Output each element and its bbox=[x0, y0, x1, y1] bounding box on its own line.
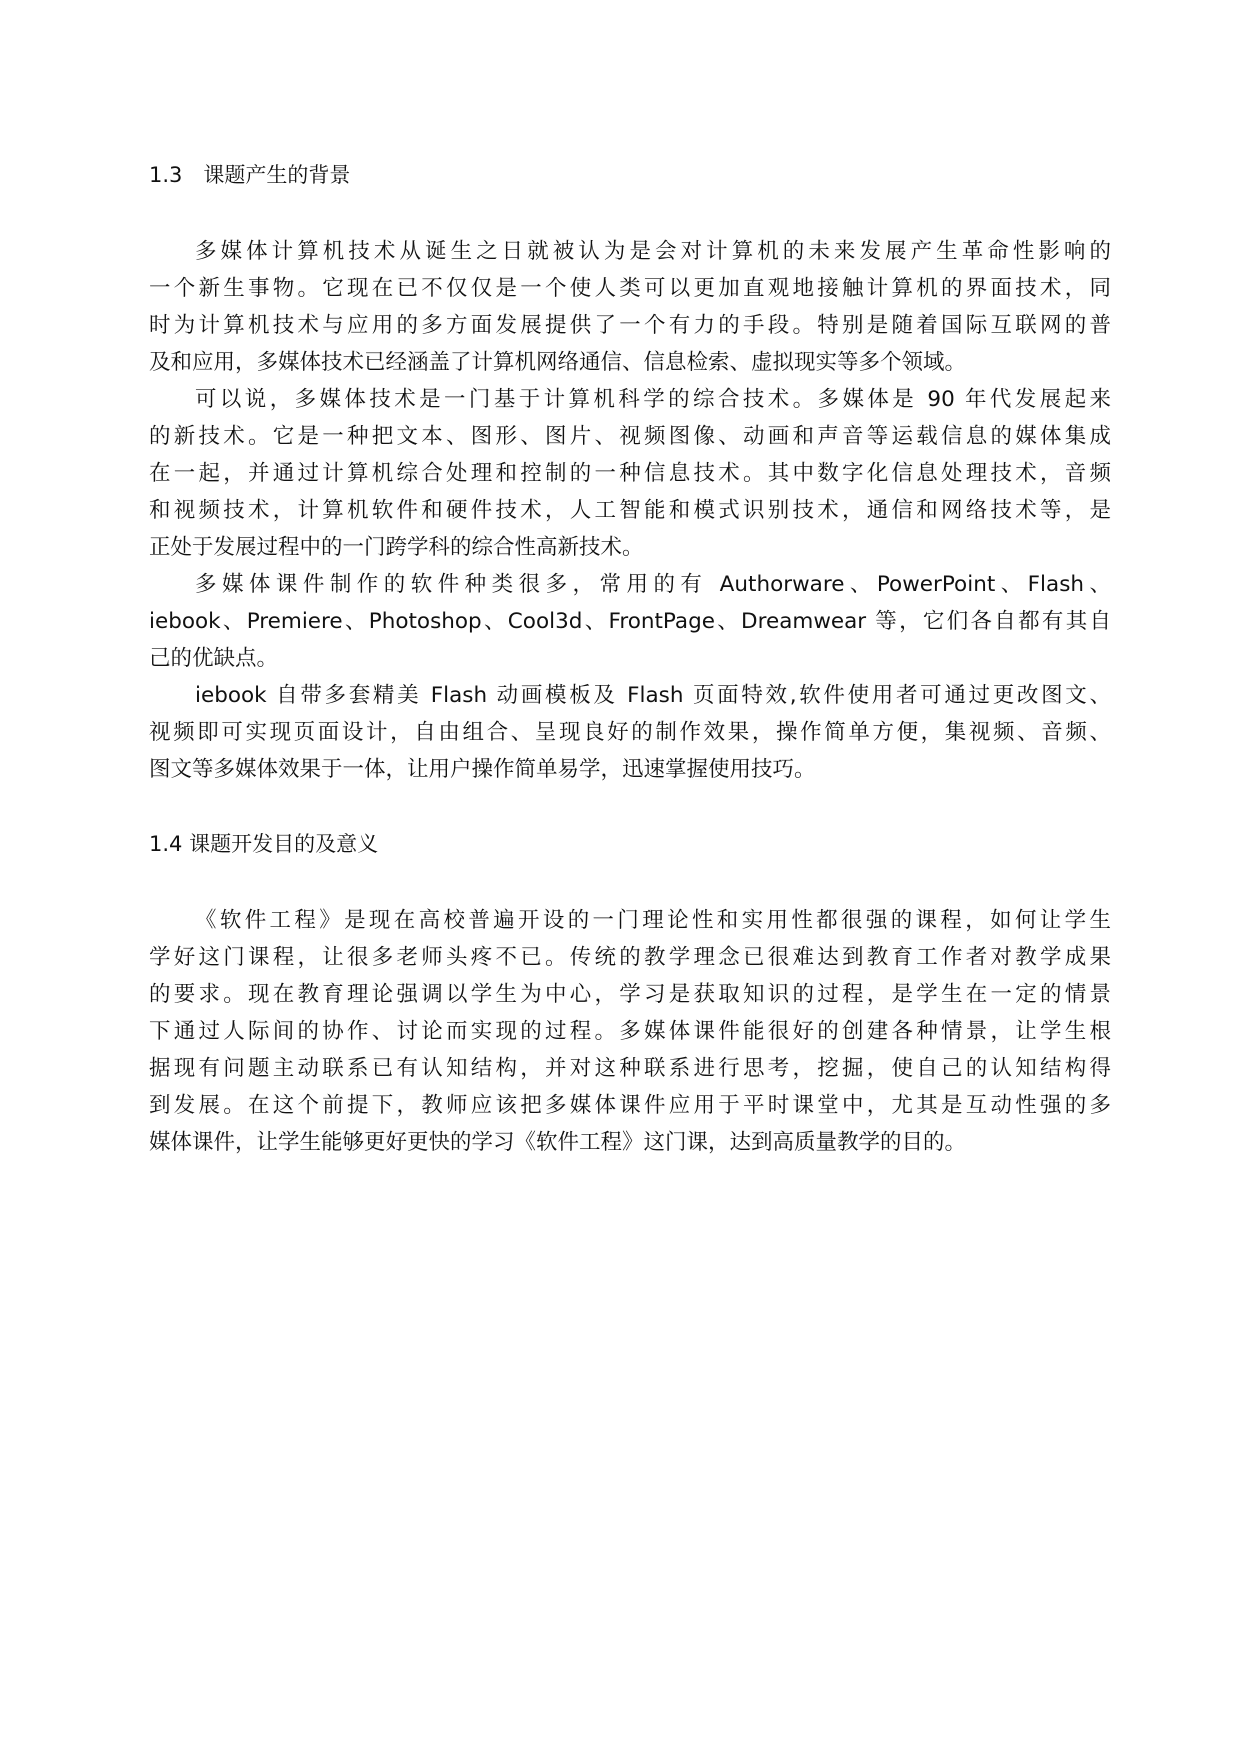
paragraph-line: 和视频技术，计算机软件和硬件技术，人工智能和模式识别技术，通信和网络技术等，是 bbox=[149, 498, 1111, 523]
paragraph-line: 的要求。现在教育理论强调以学生为中心，学习是获取知识的过程，是学生在一定的情景 bbox=[149, 982, 1111, 1007]
paragraph-line: 正处于发展过程中的一门跨学科的综合性高新技术。 bbox=[149, 535, 644, 560]
paragraph-line: 到发展。在这个前提下，教师应该把多媒体课件应用于平时课堂中，尤其是互动性强的多 bbox=[149, 1093, 1111, 1118]
paragraph-line: 图文等多媒体效果于一体，让用户操作简单易学，迅速掌握使用技巧。 bbox=[149, 757, 816, 782]
paragraph-line: 一个新生事物。它现在已不仅仅是一个使人类可以更加直观地接触计算机的界面技术，同 bbox=[149, 276, 1111, 301]
section-heading-1-4: 1.4 课题开发目的及意义 bbox=[149, 832, 379, 856]
paragraph-line: iebook、Premiere、Photoshop、Cool3d、FrontPage、Dreamwear 等，它们各自都有其自 bbox=[149, 609, 1111, 634]
paragraph-line: 媒体课件，让学生能够更好更快的学习《软件工程》这门课，达到高质量教学的目的。 bbox=[149, 1130, 967, 1155]
section-heading-1-3: 1.3 课题产生的背景 bbox=[149, 163, 351, 187]
paragraph-line: 下通过人际间的协作、讨论而实现的过程。多媒体课件能很好的创建各种情景，让学生根 bbox=[149, 1019, 1111, 1044]
paragraph-line: 时为计算机技术与应用的多方面发展提供了一个有力的手段。特别是随着国际互联网的普 bbox=[149, 313, 1111, 338]
paragraph-line: 多媒体计算机技术从诞生之日就被认为是会对计算机的未来发展产生革命性影响的 bbox=[195, 239, 1111, 264]
paragraph-line: 据现有问题主动联系已有认知结构，并对这种联系进行思考，挖掘，使自己的认知结构得 bbox=[149, 1056, 1111, 1081]
paragraph-line: 视频即可实现页面设计，自由组合、呈现良好的制作效果，操作简单方便，集视频、音频、 bbox=[149, 720, 1111, 745]
paragraph-line: 多媒体课件制作的软件种类很多，常用的有 Authorware、PowerPoint、Flash、 bbox=[195, 572, 1111, 597]
paragraph-line: 学好这门课程，让很多老师头疼不已。传统的教学理念已很难达到教育工作者对教学成果 bbox=[149, 945, 1111, 970]
paragraph-line: 己的优缺点。 bbox=[149, 646, 279, 671]
paragraph-line: 可以说，多媒体技术是一门基于计算机科学的综合技术。多媒体是 90 年代发展起来 bbox=[195, 387, 1111, 412]
paragraph-line: 的新技术。它是一种把文本、图形、图片、视频图像、动画和声音等运载信息的媒体集成 bbox=[149, 424, 1111, 449]
paragraph-line: 《软件工程》是现在高校普遍开设的一门理论性和实用性都很强的课程，如何让学生 bbox=[195, 908, 1111, 933]
paragraph-line: 及和应用，多媒体技术已经涵盖了计算机网络通信、信息检索、虚拟现实等多个领域。 bbox=[149, 350, 967, 375]
paragraph-line: iebook 自带多套精美 Flash 动画模板及 Flash 页面特效,软件使用者可通过更改图文、 bbox=[195, 683, 1111, 708]
paragraph-line: 在一起，并通过计算机综合处理和控制的一种信息技术。其中数字化信息处理技术，音频 bbox=[149, 461, 1111, 486]
